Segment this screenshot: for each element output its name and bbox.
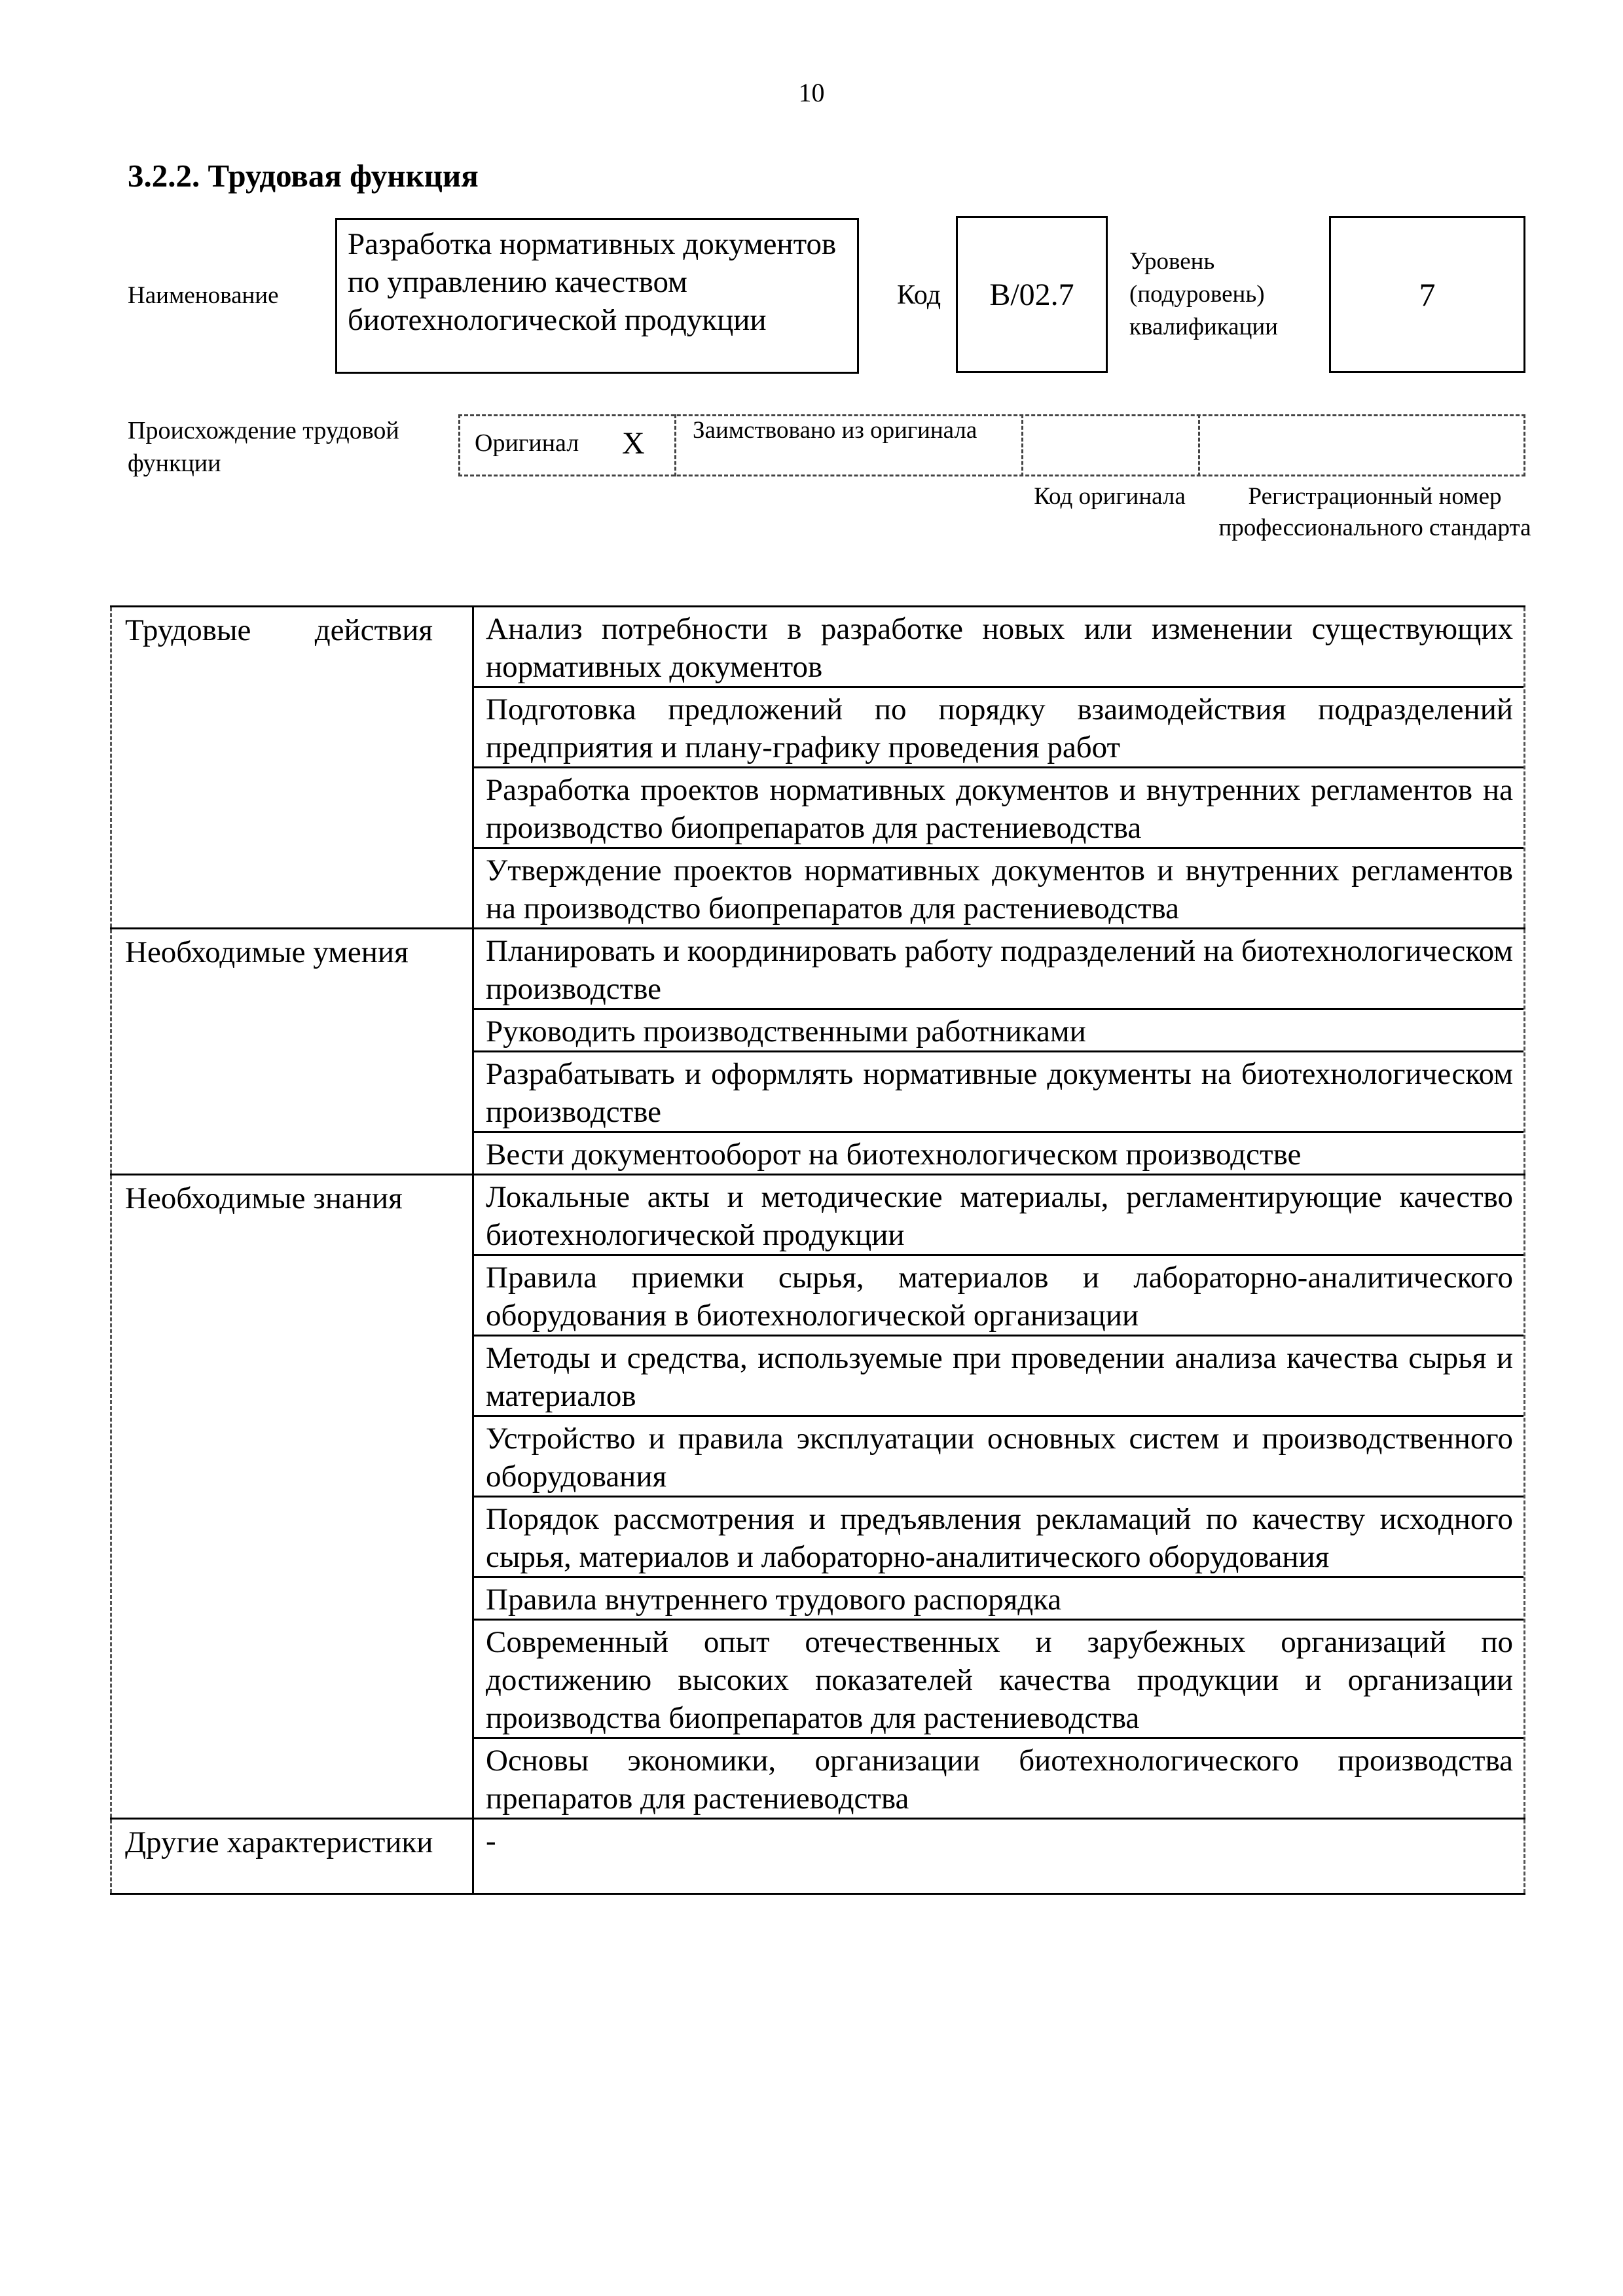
section-title: 3.2.2. Трудовая функция: [128, 158, 479, 194]
origin-divider: [1523, 414, 1525, 476]
list-item: Анализ потребности в разработке новых или изменении существующих нормативных документов: [474, 607, 1523, 688]
level-label: Уровень (подуровень) квалификации: [1129, 248, 1278, 340]
origin-divider: [674, 414, 676, 476]
list-item: Утверждение проектов нормативных документов и внутренних регламентов на производство биопрепаратов для растениеводства: [486, 853, 1513, 925]
category-word: Трудовые: [125, 613, 251, 647]
category-cell: [111, 929, 473, 1175]
list-item: -: [486, 1824, 496, 1858]
origin-divider: [1198, 414, 1200, 476]
table-row: [111, 1175, 1525, 1819]
list-item: Порядок рассмотрения и предъявления рекламаций по качеству исходного сырья, материалов и лабораторно-аналитического оборудования: [474, 1498, 1523, 1578]
code-original-label: Код оригинала: [1034, 483, 1186, 510]
level-value: 7: [1419, 276, 1436, 313]
list-item: Современный опыт отечественных и зарубежных организаций по достижению высоких показателей качества продукции и организации производства биопрепаратов для растениеводства: [474, 1621, 1523, 1739]
items-cell: [473, 607, 1525, 929]
items-cell: [473, 929, 1525, 1175]
category-label: [125, 611, 433, 649]
original-label: Оригинал: [475, 429, 579, 457]
list-item: Основы экономики, организации биотехнологического производства препаратов для растениеводства: [486, 1744, 1513, 1816]
list-item: Вести документооборот на биотехнологическом производстве: [486, 1138, 1302, 1172]
list-item: Методы и средства, используемые при проведении анализа качества сырья и материалов: [474, 1336, 1523, 1417]
list-item: Планировать и координировать работу подразделений на биотехнологическом производстве: [474, 929, 1523, 1010]
code-value: B/02.7: [989, 277, 1074, 312]
name-value-box: Разработка нормативных документов по управлению качеством биотехнологической продукции: [335, 218, 859, 374]
table-row: [111, 929, 1525, 1175]
category-label: Необходимые умения: [125, 935, 409, 969]
list-item: Подготовка предложений по порядку взаимодействия подразделений предприятия и плану-графику проведения работ: [474, 688, 1523, 768]
list-item: Локальные акты и методические материалы, регламентирующие качество биотехнологической продукции: [474, 1175, 1523, 1256]
borrowed-label: Заимствовано из оригинала: [693, 417, 977, 444]
category-label: Необходимые знания: [125, 1181, 403, 1215]
original-mark: X: [622, 426, 645, 461]
list-item: Разработка проектов нормативных документов и внутренних регламентов на производство биопрепаратов для растениеводства: [474, 768, 1523, 849]
code-value-box: [956, 216, 1108, 373]
name-label: Наименование: [128, 282, 279, 309]
category-cell: [111, 1175, 473, 1819]
items-cell: [473, 1819, 1525, 1894]
list-item: Правила внутреннего трудового распорядка: [474, 1578, 1523, 1621]
category-label: Другие характеристики: [125, 1825, 433, 1859]
reg-number-label: Регистрационный номер профессионального стандарта: [1218, 483, 1531, 541]
items-cell: [473, 1175, 1525, 1819]
list-item: Устройство и правила эксплуатации основных систем и производственного оборудования: [474, 1417, 1523, 1498]
table-row: [111, 1819, 1525, 1894]
function-table: [110, 605, 1525, 1895]
level-value-box: [1329, 216, 1525, 373]
list-item: Правила приемки сырья, материалов и лабораторно-аналитического оборудования в биотехнологической организации: [474, 1256, 1523, 1336]
origin-divider: [458, 414, 460, 476]
origin-divider: [1021, 414, 1023, 476]
category-cell: [111, 607, 473, 929]
code-label: Код: [897, 280, 941, 310]
category-cell: [111, 1819, 473, 1894]
table-row: [111, 607, 1525, 929]
category-word: действия: [314, 613, 433, 647]
page-number: 10: [798, 78, 825, 107]
list-item: Руководить производственными работниками: [474, 1010, 1523, 1052]
list-item: Разрабатывать и оформлять нормативные документы на биотехнологическом производстве: [474, 1052, 1523, 1133]
origin-label: Происхождение трудовой функции: [128, 417, 399, 477]
